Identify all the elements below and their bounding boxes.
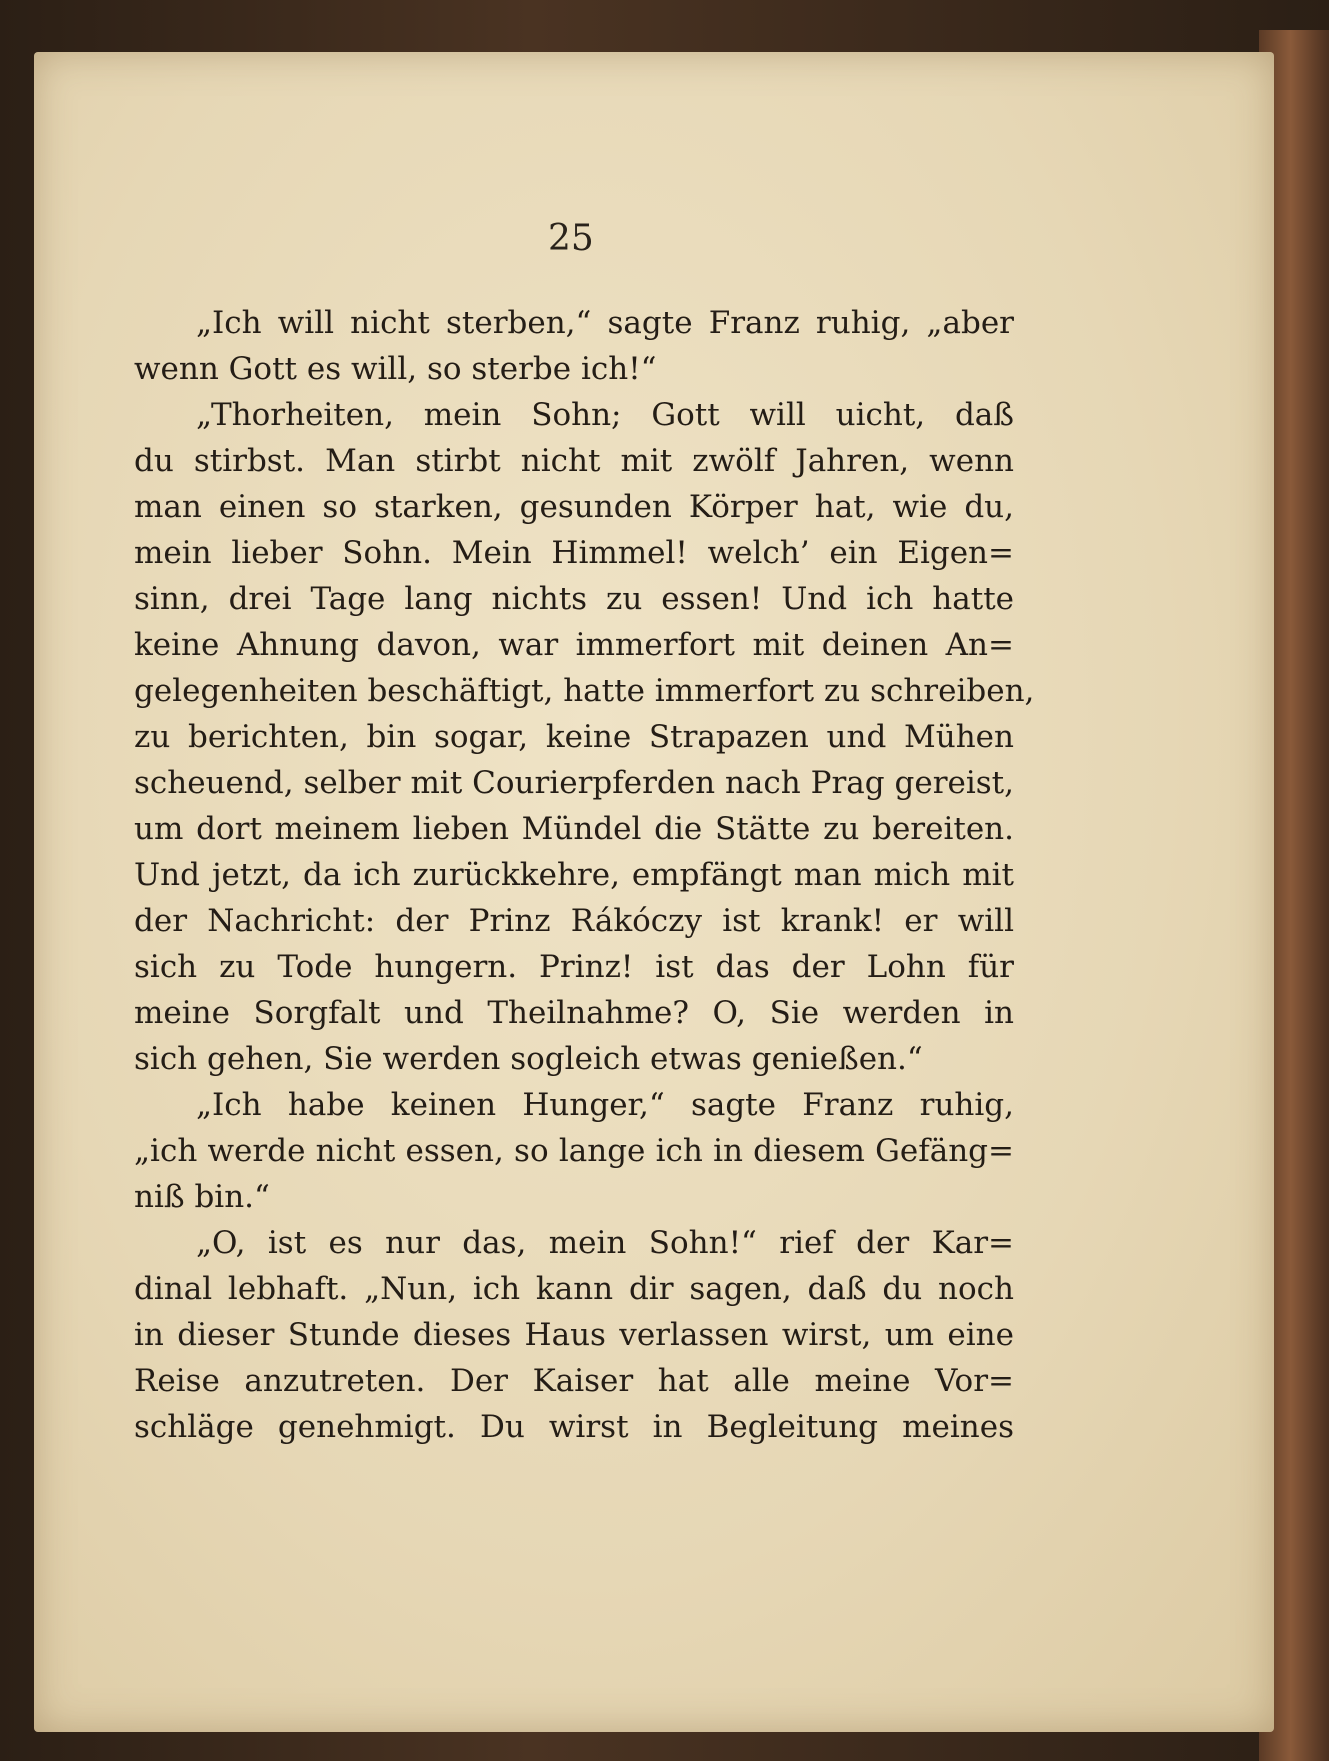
text-line: „O, ist es nur das, mein Sohn!“ rief der Kar= bbox=[196, 1225, 1014, 1261]
text-line: sinn, drei Tage lang nichts zu essen! Und ich hatte bbox=[134, 581, 1014, 617]
text-line: der Nachricht: der Prinz Rákóczy ist krank! er will bbox=[134, 903, 1014, 939]
text-line: Reise anzutreten. Der Kaiser hat alle meine Vor= bbox=[134, 1363, 1014, 1399]
page-number: 25 bbox=[548, 218, 594, 259]
text-line: scheuend, selber mit Courierpferden nach Prag gereist, bbox=[134, 765, 1014, 801]
text-line: gelegenheiten beschäftigt, hatte immerfort zu schreiben, bbox=[134, 673, 1035, 709]
text-line: keine Ahnung davon, war immerfort mit deinen An= bbox=[134, 627, 1014, 663]
text-line: „Ich will nicht sterben,“ sagte Franz ruhig, „aber bbox=[196, 305, 1014, 341]
text-line: sich gehen, Sie werden sogleich etwas genießen.“ bbox=[134, 1041, 923, 1077]
text-line: wenn Gott es will, so sterbe ich!“ bbox=[134, 351, 657, 387]
text-line: du stirbst. Man stirbt nicht mit zwölf Jahren, wenn bbox=[134, 443, 1014, 479]
text-line: man einen so starken, gesunden Körper hat, wie du, bbox=[134, 489, 1014, 525]
body-text bbox=[134, 300, 1035, 1450]
text-line: dinal lebhaft. „Nun, ich kann dir sagen, daß du noch bbox=[134, 1271, 1014, 1307]
text-line: um dort meinem lieben Mündel die Stätte zu bereiten. bbox=[134, 811, 1014, 847]
text-line: schläge genehmigt. Du wirst in Begleitung meines bbox=[134, 1409, 1014, 1445]
text-line: sich zu Tode hungern. Prinz! ist das der Lohn für bbox=[134, 949, 1014, 985]
text-line: meine Sorgfalt und Theilnahme? O, Sie werden in bbox=[134, 995, 1014, 1031]
text-line: niß bin.“ bbox=[134, 1179, 270, 1215]
text-line: mein lieber Sohn. Mein Himmel! welch’ ein Eigen= bbox=[134, 535, 1014, 571]
text-line: „Thorheiten, mein Sohn; Gott will uicht, daß bbox=[196, 397, 1014, 433]
text-line: Und jetzt, da ich zurückkehre, empfängt man mich mit bbox=[134, 857, 1014, 893]
text-line: „ich werde nicht essen, so lange ich in diesem Gefäng= bbox=[134, 1133, 1014, 1169]
text-line: in dieser Stunde dieses Haus verlassen wirst, um eine bbox=[134, 1317, 1014, 1353]
text-line: zu berichten, bin sogar, keine Strapazen und Mühen bbox=[134, 719, 1014, 755]
text-line: „Ich habe keinen Hunger,“ sagte Franz ruhig, bbox=[196, 1087, 1014, 1123]
